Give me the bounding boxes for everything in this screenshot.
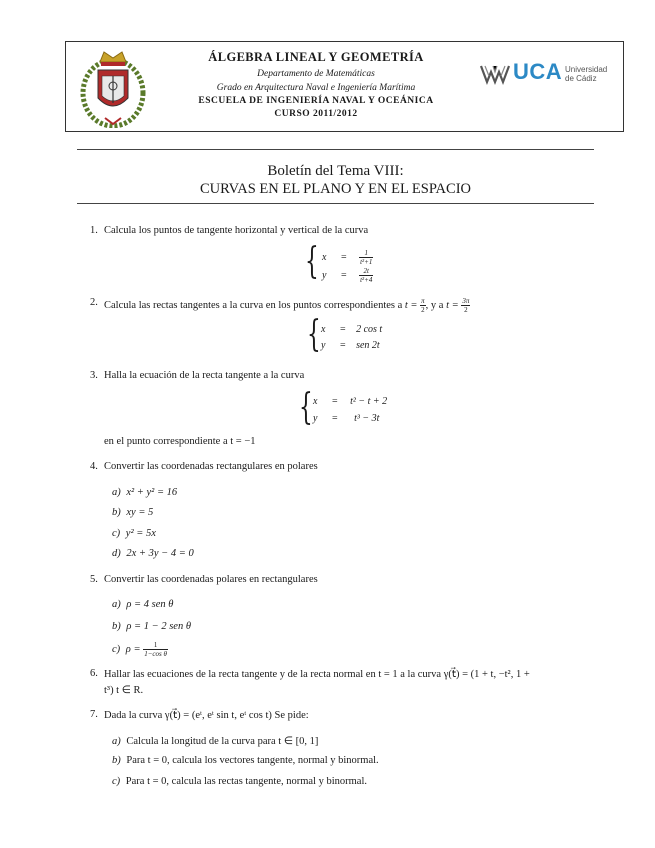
item-expr: x² + y² = 16	[126, 487, 178, 498]
rho-fraction	[143, 641, 168, 658]
y-var: y	[322, 269, 327, 281]
rule-top	[77, 149, 594, 150]
exercise-6-line2: t³) t ∈ R.	[104, 685, 144, 696]
x-var: x	[322, 251, 327, 263]
t-equals: t =	[446, 299, 459, 311]
item-expr: ρ = 4 sen θ	[126, 599, 174, 610]
exercise-3-after: en el punto correspondiente a t = −1	[104, 436, 256, 447]
item-label: c)	[112, 776, 121, 787]
three-pi-half	[461, 297, 470, 314]
exercise-7-item-a	[112, 735, 318, 747]
item-label: b)	[112, 621, 121, 632]
x-fraction	[359, 249, 373, 266]
y-var: y	[313, 413, 318, 424]
equals: =	[340, 269, 347, 281]
exercise-2-text	[104, 297, 470, 314]
eq-y-row	[321, 340, 380, 351]
exercise-6-line1: Hallar las ecuaciones de la recta tangente y de la recta normal en t = 1 a la curva γ(t⃗) = (1 + t, −t², 1 +	[104, 669, 530, 680]
exercise-3-number: 3.	[90, 370, 98, 381]
uca-sub2: de Cádiz	[565, 74, 597, 83]
num: π	[421, 297, 425, 305]
exercise-3-system	[299, 387, 409, 430]
den: 2	[421, 306, 425, 314]
item-label: a)	[112, 487, 121, 498]
exercise-2-number: 2.	[90, 297, 98, 308]
doc-title-line1: Boletín del Tema VIII:	[267, 163, 404, 179]
item-label: c)	[112, 528, 121, 539]
exercise-1-system	[305, 241, 395, 284]
equals: =	[331, 396, 338, 407]
item-expr: xy = 5	[126, 507, 154, 518]
eq-y-row	[322, 267, 373, 284]
exercise-5-item-c	[112, 641, 168, 658]
exercise-6-number: 6.	[90, 668, 98, 679]
exercise-4-item-b	[112, 507, 153, 518]
x-var: x	[321, 324, 326, 335]
brace: {	[307, 314, 321, 355]
eq-x-row	[321, 324, 382, 335]
equals: =	[331, 413, 338, 424]
exercise-5-item-a	[112, 599, 173, 610]
x-rhs: t² − t + 2	[350, 396, 388, 407]
department: Departamento de Matemáticas	[257, 69, 375, 79]
exercise-5-number: 5.	[90, 574, 98, 585]
item-label: b)	[112, 755, 121, 766]
text-b: , y a	[425, 299, 444, 311]
exercise-4-item-c	[112, 528, 156, 539]
uca-wordmark: UCA	[513, 59, 563, 84]
item-label: d)	[112, 548, 121, 559]
equals: =	[340, 251, 347, 263]
item-text: Para t = 0, calcula los vectores tangente, normal y binormal.	[126, 755, 379, 766]
exercise-4-text: Convertir las coordenadas rectangulares en polares	[104, 461, 318, 472]
exercise-4-item-a	[112, 487, 177, 498]
item-text: Calcula la longitud de la curva para t ∈ [0, 1]	[126, 736, 319, 747]
uca-emblem-icon	[479, 62, 511, 86]
uca-university-label	[565, 65, 607, 83]
degree: Grado en Arquitectura Naval e Ingeniería Marítima	[216, 83, 416, 93]
den: 2	[464, 306, 468, 314]
num: 3π	[462, 297, 470, 305]
y-rhs: t³ − 3t	[354, 413, 380, 424]
school-crest-logo	[80, 48, 146, 128]
item-label: b)	[112, 507, 121, 518]
exercise-5-text: Convertir las coordenadas polares en rectangulares	[104, 574, 318, 585]
item-expr: ρ = 1 − 2 sen θ	[126, 621, 191, 632]
course-title: ÁLGEBRA LINEAL Y GEOMETRÍA	[208, 50, 424, 64]
eq-x-row	[313, 396, 387, 407]
num: 1	[143, 641, 168, 650]
den: t²+4	[360, 276, 373, 284]
exercise-7-text: Dada la curva γ(t⃗) = (eᵗ, eᵗ sin t, eᵗ cos t) Se pide:	[104, 710, 309, 721]
eq-y-row	[313, 413, 379, 424]
exercise-2-system	[307, 314, 397, 358]
item-expr: ρ =	[125, 643, 141, 655]
den: 1−cos θ	[144, 650, 167, 658]
x-var: x	[313, 396, 318, 407]
num: 2t	[359, 267, 373, 276]
header-box	[65, 41, 624, 132]
equals: =	[339, 340, 346, 351]
y-rhs: sen 2t	[356, 340, 380, 351]
text-a: Calcula las rectas tangentes a la curva en los puntos correspondientes a	[104, 299, 403, 311]
y-var: y	[321, 340, 326, 351]
den: t²+1	[360, 258, 373, 266]
exercise-4-number: 4.	[90, 461, 98, 472]
header-text	[161, 48, 471, 119]
item-label: a)	[112, 599, 121, 610]
item-expr: 2x + 3y − 4 = 0	[126, 548, 194, 559]
school-name: ESCUELA DE INGENIERÍA NAVAL Y OCEÁNICA	[198, 96, 434, 106]
item-expr: y² = 5x	[125, 528, 156, 539]
rule-bottom	[77, 203, 594, 204]
exercise-5-item-b	[112, 621, 191, 632]
exercise-7-number: 7.	[90, 709, 98, 720]
course-year: CURSO 2011/2012	[274, 109, 358, 119]
item-label: c)	[112, 643, 121, 655]
exercise-1-text: Calcula los puntos de tangente horizontal y vertical de la curva	[104, 225, 369, 236]
item-text: Para t = 0, calcula las rectas tangente, normal y binormal.	[125, 776, 368, 787]
doc-title-line2: CURVAS EN EL PLANO Y EN EL ESPACIO	[199, 181, 471, 197]
exercise-7-item-c	[112, 776, 367, 787]
exercise-4-item-d	[112, 548, 194, 559]
y-fraction	[359, 267, 373, 284]
uca-logo	[479, 59, 615, 90]
t-equals: t =	[404, 299, 418, 311]
brace: {	[299, 387, 313, 428]
x-rhs: 2 cos t	[356, 324, 383, 335]
brace: {	[305, 241, 319, 282]
equals: =	[339, 324, 346, 335]
exercise-3-text: Halla la ecuación de la recta tangente a la curva	[104, 370, 305, 381]
eq-x-row	[322, 249, 373, 266]
num: 1	[359, 249, 373, 258]
uca-sub1: Universidad	[565, 65, 608, 74]
item-label: a)	[112, 736, 121, 747]
exercise-1-number: 1.	[90, 225, 98, 236]
exercise-7-item-b	[112, 755, 379, 766]
